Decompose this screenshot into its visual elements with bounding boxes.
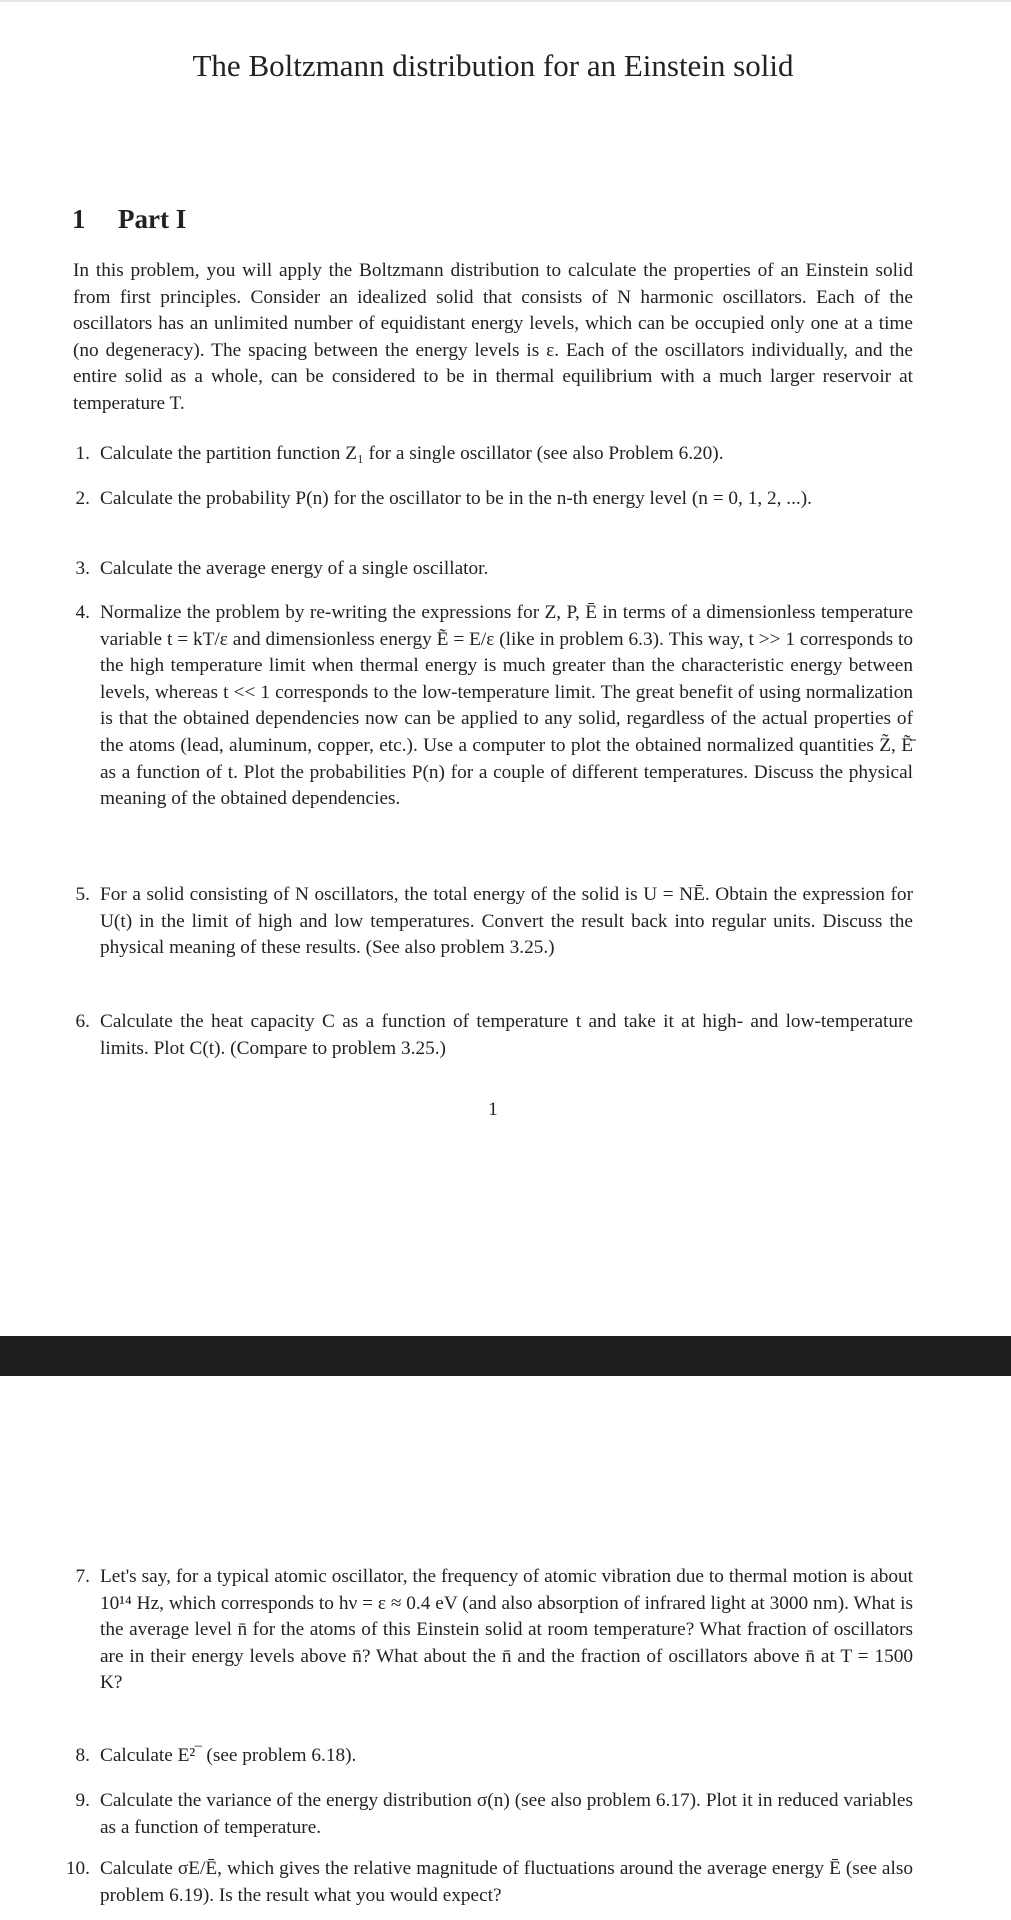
list-item-text: Calculate the probability P(n) for the oscillator to be in the n-th energy level (n = 0, 1, 2, ...).: [100, 488, 812, 509]
list-item: [75, 600, 913, 813]
list-item: [75, 556, 913, 583]
list-item: [75, 441, 913, 468]
list-item: [75, 1564, 913, 1697]
document-title: The Boltzmann distribution for an Einstein solid: [192, 48, 794, 83]
page-separator: [0, 1336, 1011, 1376]
list-item: [75, 1788, 913, 1841]
list-item-text: For a solid consisting of N oscillators, the total energy of the solid is U = NĒ. Obtain the expression for U(t) in the limit of high and low temperatures. Convert the result back into regular units. Discuss the physical meaning of these results. (See also problem 3.25.): [100, 884, 913, 959]
list-item-number: 7.: [75, 1566, 90, 1587]
list-item-number: 9.: [75, 1790, 90, 1811]
list-item-text: Calculate the average energy of a single oscillator.: [100, 558, 489, 579]
list-item-text: Calculate σE/Ē, which gives the relative magnitude of fluctuations around the average energy Ē (see also problem 6.19). Is the result what you would expect?: [100, 1858, 913, 1906]
list-item-number: 5.: [75, 884, 90, 905]
list-item-number: 3.: [75, 558, 90, 579]
list-item: [75, 1743, 913, 1770]
list-item-number: 8.: [75, 1745, 90, 1766]
list-item-number: 2.: [75, 488, 90, 509]
list-item: [75, 486, 913, 513]
list-item: [65, 1856, 913, 1909]
list-item-text: Calculate the heat capacity C as a function of temperature t and take it at high- and low-temperature limits. Plot C(t). (Compare to problem 3.25.): [100, 1011, 913, 1059]
list-item-text: Let's say, for a typical atomic oscillator, the frequency of atomic vibration due to thermal motion is about 10¹⁴ Hz, which corresponds to hν = ε ≈ 0.4 eV (and also absorption of infrared light at 3000 nm). What is the average level n̄ for the atoms of this Einstein solid at room temperature? What fraction of oscillators are in their energy levels above n̄? What about the n̄ and the fraction of oscillators above n̄ at T = 1500 K?: [100, 1566, 913, 1694]
intro-paragraph: In this problem, you will apply the Boltzmann distribution to calculate the properties of an Einstein solid from first principles. Consider an idealized solid that consists of N harmonic oscillators. Each of the oscillators has an unlimited number of equidistant energy levels, which can be occupied only one at a time (no degeneracy). The spacing between the energy levels is ε. Each of the oscillators individually, and the entire solid as a whole, can be considered to be in thermal equilibrium with a much larger reservoir at temperature T.: [73, 260, 913, 414]
list-item: [75, 882, 913, 962]
list-item-text: Calculate E²‾ (see problem 6.18).: [100, 1745, 357, 1766]
list-item-text: Calculate the variance of the energy distribution σ(n) (see also problem 6.17). Plot it in reduced variables as a function of temperature.: [100, 1790, 913, 1838]
section-number: 1: [72, 204, 86, 234]
list-item: [75, 1009, 913, 1062]
list-item-number: 6.: [75, 1011, 90, 1032]
list-item-text: Normalize the problem by re-writing the expressions for Z, P, Ē in terms of a dimensionless temperature variable t = kT/ε and dimensionless energy Ẽ = E/ε (like in problem 6.3). This way, t >> 1 corresponds to the high temperature limit when thermal energy is much greater than the characteristic energy between levels, whereas t << 1 corresponds to the low-temperature limit. The great benefit of using normalization is that the obtained dependencies now can be applied to any solid, regardless of the actual properties of the atoms (lead, aluminum, copper, etc.). Use a computer to plot the obtained normalized quantities Z̃, Ẽ̄ as a function of t. Plot the probabilities P(n) for a couple of different temperatures. Discuss the physical meaning of the obtained dependencies.: [100, 602, 913, 810]
section-heading: [72, 204, 186, 235]
document-page-2: [0, 1376, 1011, 1920]
list-item-number: 1.: [75, 443, 90, 464]
list-item-text: Calculate the partition function Z₁ for a single oscillator (see also Problem 6.20).: [100, 443, 724, 464]
section-title: Part I: [118, 204, 187, 234]
list-item-number: 10.: [65, 1858, 90, 1879]
list-item-number: 4.: [75, 602, 90, 623]
page-number: 1: [488, 1099, 498, 1120]
